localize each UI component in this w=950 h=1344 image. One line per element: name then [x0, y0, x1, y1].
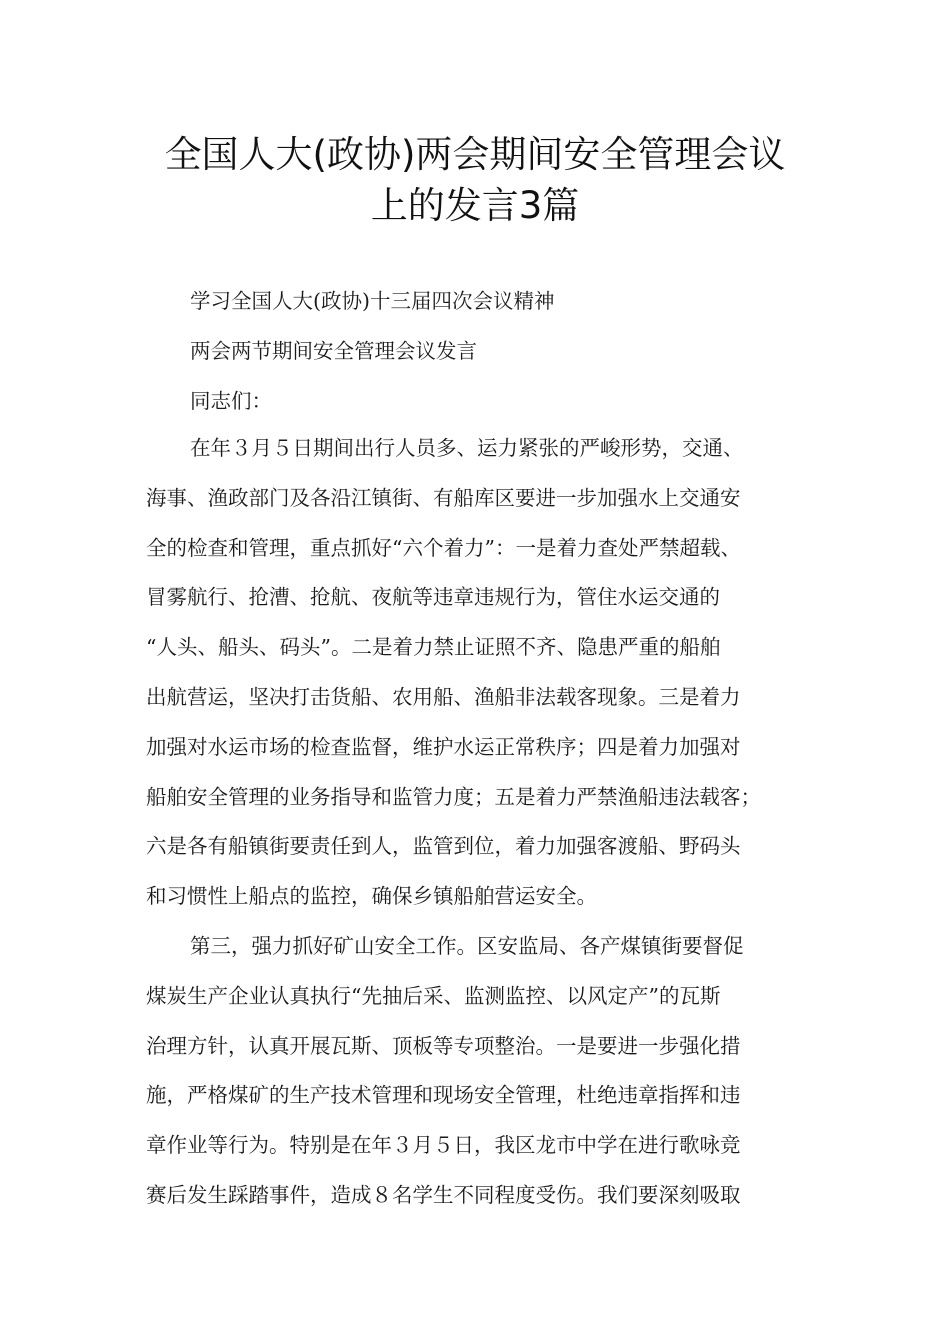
paragraph-line: 章作业等行为。特别是在年３月５日，我区龙市中学在进行歌咏竞: [146, 1133, 741, 1158]
paragraph-line: 在年３月５日期间出行人员多、运力紧张的严峻形势，交通、: [190, 436, 744, 460]
paragraph-line: 船舶安全管理的业务指导和监管力度；五是着力严禁渔船违法载客；: [146, 784, 761, 809]
paragraph-line: 施，严格煤矿的生产技术管理和现场安全管理，杜绝违章指挥和违: [146, 1083, 741, 1108]
paragraph-mine-safety: [146, 922, 836, 1221]
paragraph-line: 全的检查和管理，重点抓好“六个着力”：一是着力查处严禁超载、: [146, 535, 741, 560]
salutation: 同志们：: [190, 388, 272, 413]
paragraph-line: 和习惯性上船点的监控，确保乡镇船舶营运安全。: [146, 884, 597, 909]
paragraph-line: 赛后发生踩踏事件，造成８名学生不同程度受伤。我们要深刻吸取: [146, 1182, 741, 1207]
intro-block: [146, 277, 836, 426]
paragraph-line: “人头、船头、码头”。二是着力禁止证照不齐、隐患严重的船舶: [146, 635, 721, 660]
speech-heading: 两会两节期间安全管理会议发言: [190, 338, 477, 363]
paragraph-line: 煤炭生产企业认真执行“先抽后采、监测监控、以风定产”的瓦斯: [146, 983, 721, 1008]
paragraph-line: 冒雾航行、抢漕、抢航、夜航等违章违规行为，管住水运交通的: [146, 585, 720, 610]
subtitle-line: 学习全国人大(政协)十三届四次会议精神: [190, 289, 555, 313]
paragraph-line: 出航营运，坚决打击货船、农用船、渔船非法载客现象。三是着力: [146, 684, 741, 709]
paragraph-line: 第三，强力抓好矿山安全工作。区安监局、各产煤镇街要督促: [190, 934, 744, 958]
paragraph-water-transport: [146, 424, 836, 922]
document-title-line-2: 上的发言3篇: [370, 184, 580, 227]
paragraph-line: 海事、渔政部门及各沿江镇街、有船库区要进一步加强水上交通安: [146, 485, 741, 510]
paragraph-line: 六是各有船镇街要责任到人，监管到位，着力加强客渡船、野码头: [146, 834, 741, 859]
paragraph-line: 加强对水运市场的检查监督，维护水运正常秩序；四是着力加强对: [146, 734, 741, 759]
paragraph-line: 治理方针，认真开展瓦斯、顶板等专项整治。一是要进一步强化措: [146, 1033, 741, 1058]
document-title-line-1: 全国人大(政协)两会期间安全管理会议: [164, 133, 786, 176]
